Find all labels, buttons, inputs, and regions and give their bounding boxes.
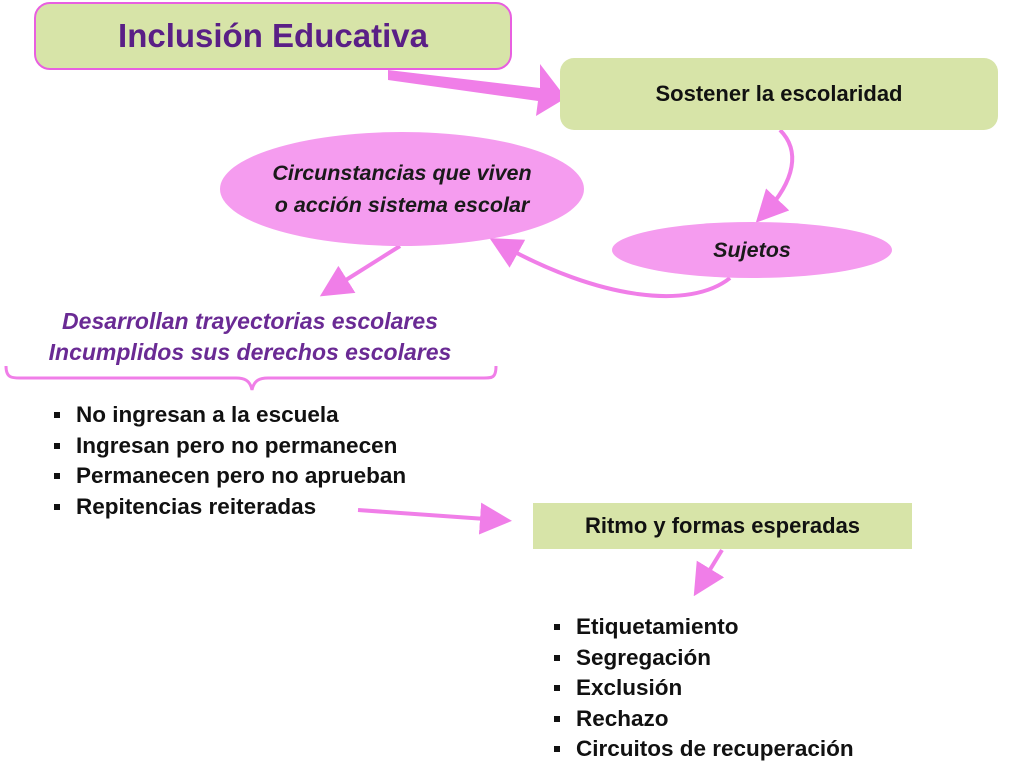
list-item-text: Permanecen pero no aprueban (76, 463, 407, 488)
sujetos-text: Sujetos (713, 237, 791, 262)
bullet-square-icon (54, 473, 60, 479)
title-to-sostener-arrow (388, 64, 566, 116)
list-item (550, 643, 854, 674)
left-bullet-list (50, 400, 406, 522)
circunstancias-to-trayectorias-arrow (330, 246, 400, 290)
bullet-square-icon (554, 655, 560, 661)
list-item-text: Segregación (576, 644, 712, 670)
circunstancias-ellipse (220, 132, 584, 246)
ritmo-to-list-arrow (700, 550, 722, 586)
circunstancias-line-2: o acción sistema escolar (274, 193, 530, 217)
list-item (50, 431, 406, 462)
list-item (550, 734, 854, 765)
curly-brace (6, 366, 496, 390)
list-item (50, 492, 406, 523)
sostener-box (560, 58, 998, 130)
list-item (50, 461, 406, 492)
title-box (34, 2, 512, 70)
list-item-text: Ingresan pero no permanecen (76, 432, 398, 458)
right-bullet-list (550, 612, 854, 765)
trayectorias-heading (0, 306, 500, 368)
bullet-square-icon (54, 443, 60, 449)
list-item (550, 673, 854, 704)
list-item (550, 612, 854, 643)
sostener-text: Sostener la escolaridad (655, 81, 903, 106)
bullet-square-icon (554, 624, 560, 630)
list-item-text: No ingresan a la escuela (76, 402, 339, 427)
ritmo-box (533, 503, 912, 549)
title-text: Inclusión Educativa (118, 17, 428, 54)
sujetos-ellipse (612, 222, 892, 278)
bullet-square-icon (54, 412, 60, 418)
ritmo-text: Ritmo y formas esperadas (584, 513, 861, 538)
list-item (550, 704, 854, 735)
sostener-to-sujetos-arrow (764, 130, 792, 214)
bullet-square-icon (554, 746, 560, 752)
list-item-text: Exclusión (576, 675, 683, 700)
bullet-square-icon (554, 685, 560, 691)
bullet-square-icon (554, 716, 560, 722)
trayectorias-line-2: Incumplidos sus derechos escolares (48, 339, 452, 365)
trayectorias-line-1: Desarrollan trayectorias escolares (62, 308, 438, 334)
list-item-text: Circuitos de recuperación (576, 736, 854, 761)
list-item-text: Rechazo (576, 705, 669, 731)
list-item-text: Repitencias reiteradas (76, 493, 317, 519)
list-item (50, 400, 406, 431)
circunstancias-line-1: Circunstancias que viven (272, 161, 532, 185)
list-item-text: Etiquetamiento (576, 614, 739, 639)
bullet-square-icon (54, 504, 60, 510)
